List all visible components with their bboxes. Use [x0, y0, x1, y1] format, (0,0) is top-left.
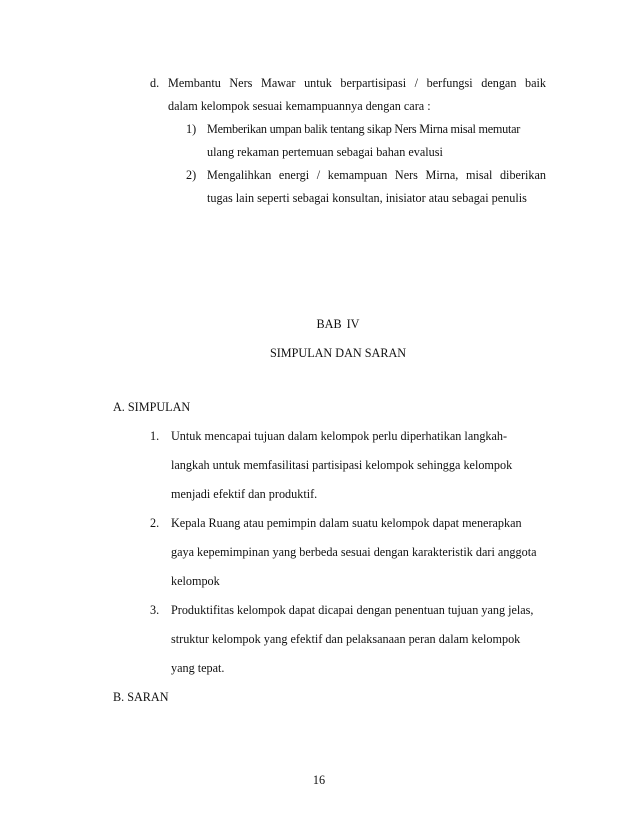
item-d-line-1: Membantu Ners Mawar untuk berpartisipasi / berfungsi dengan baik	[168, 76, 546, 90]
simpulan-item-3-line-1: Produktifitas kelompok dapat dicapai dengan penentuan tujuan yang jelas,	[171, 603, 534, 617]
simpulan-item-2-line-3: kelompok	[171, 574, 220, 588]
simpulan-item-1-line-2: langkah untuk memfasilitasi partisipasi kelompok sehingga kelompok	[171, 458, 513, 472]
page-number: 16	[312, 773, 326, 787]
simpulan-item-1-marker: 1.	[150, 429, 160, 443]
item-d-marker: d.	[150, 76, 160, 90]
chapter-title: SIMPULAN DAN SARAN	[269, 346, 407, 360]
section-b-heading: B. SARAN	[113, 690, 169, 704]
simpulan-item-3-marker: 3.	[150, 603, 160, 617]
chapter-number: BAB IV	[316, 317, 360, 331]
subitem-2-line-2: tugas lain seperti sebagai konsultan, inisiator atau sebagai penulis	[207, 191, 527, 205]
simpulan-item-2-marker: 2.	[150, 516, 160, 530]
section-a-heading: A. SIMPULAN	[113, 400, 191, 414]
simpulan-item-3-line-2: struktur kelompok yang efektif dan pelaksanaan peran dalam kelompok	[171, 632, 521, 646]
simpulan-item-1-line-1: Untuk mencapai tujuan dalam kelompok perlu diperhatikan langkah-	[171, 429, 508, 443]
subitem-1-line-2: ulang rekaman pertemuan sebagai bahan evalusi	[207, 145, 443, 159]
subitem-1-marker: 1)	[186, 122, 197, 136]
subitem-2-marker: 2)	[186, 168, 197, 182]
subitem-2-line-1: Mengalihkan energi / kemampuan Ners Mirna, misal diberikan	[207, 168, 546, 182]
simpulan-item-2-line-2: gaya kepemimpinan yang berbeda sesuai dengan karakteristik dari anggota	[171, 545, 537, 559]
simpulan-item-1-line-3: menjadi efektif dan produktif.	[171, 487, 318, 501]
subitem-1-line-1: Memberikan umpan balik tentang sikap Ners Mirna misal memutar	[207, 122, 521, 136]
simpulan-item-2-line-1: Kepala Ruang atau pemimpin dalam suatu kelompok dapat menerapkan	[171, 516, 522, 530]
simpulan-item-3-line-3: yang tepat.	[171, 661, 225, 675]
item-d-line-2: dalam kelompok sesuai kemampuannya dengan cara :	[168, 99, 431, 113]
